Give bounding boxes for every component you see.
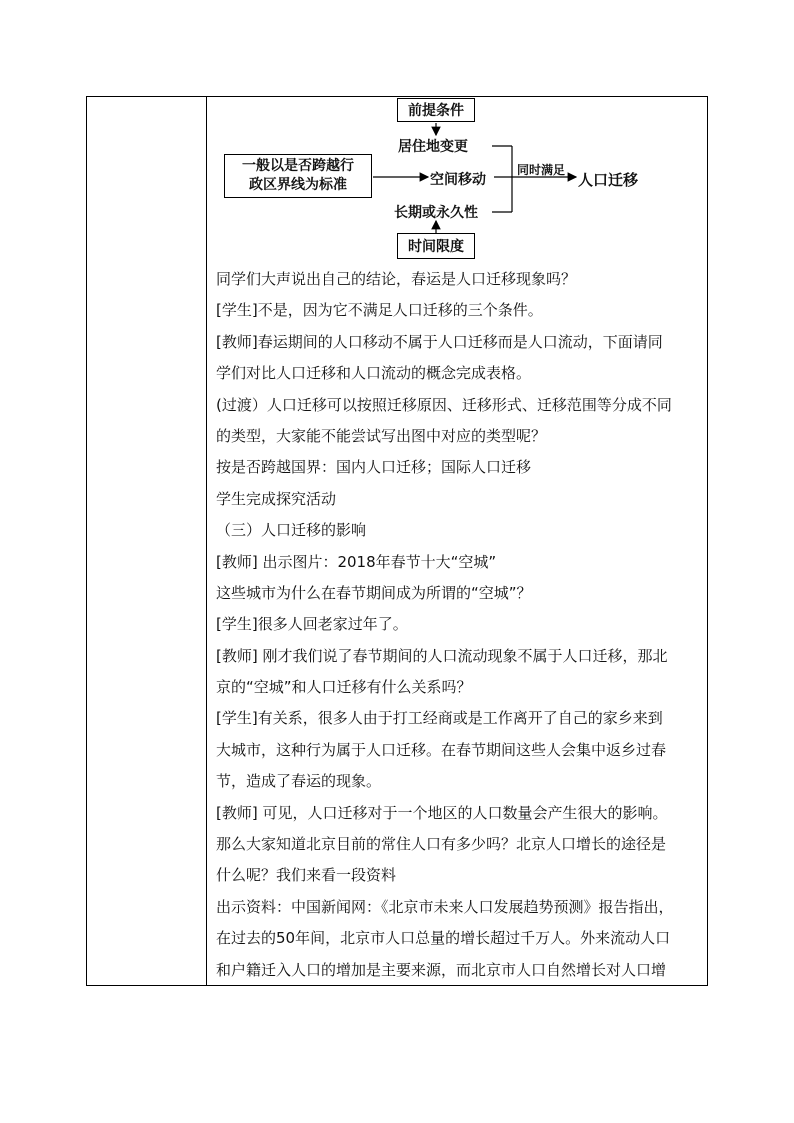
cross-box-line1: 一般以是否跨越行: [242, 158, 354, 174]
text-line: [教师] 可见，人口迁移对于一个地区的人口数量会产生很大的影响。: [216, 803, 668, 822]
text-line: 学们对比人口迁移和人口流动的概念完成表格。: [216, 364, 532, 383]
text-line: 出示资料：中国新闻网：《北京市未来人口发展趋势预测》报告指出，: [216, 897, 674, 916]
text-line: 京的“空城”和人口迁移有什么关系吗？: [216, 678, 472, 697]
text-line: 和户籍迁入人口的增加是主要来源，而北京市人口自然增长对人口增: [216, 960, 667, 979]
text-line: 按是否跨越国界：国内人口迁移；国际人口迁移: [216, 458, 532, 477]
text-line: 在过去的50年间，北京市人口总量的增长超过千万人。外来流动人口: [216, 929, 671, 948]
cross-boundary-box: [224, 154, 372, 198]
text-line: (过渡）人口迁移可以按照迁移原因、迁移形式、迁移范围等分成不同: [216, 395, 672, 414]
migration-label: 人口迁移: [578, 171, 639, 189]
text-line: 那么大家知道北京目前的常住人口有多少吗？北京人口增长的途径是: [216, 835, 667, 854]
text-line: 这些城市为什么在春节期间成为所谓的“空城”？: [216, 583, 532, 602]
premise-box: 前提条件: [397, 98, 475, 122]
text-line: 的类型，大家能不能尝试写出图中对应的类型呢？: [216, 426, 547, 445]
section-heading: （三）人口迁移的影响: [216, 521, 367, 540]
long-term-label: 长期或永久性: [394, 205, 478, 221]
space-move-label: 空间移动: [430, 172, 486, 188]
table-column-divider: [206, 96, 207, 986]
text-line: [学生]很多人回老家过年了。: [216, 615, 408, 634]
time-limit-box: 时间限度: [397, 233, 475, 259]
cross-box-line2: 政区界线为标准: [249, 177, 347, 193]
text-line: [教师] 刚才我们说了春节期间的人口流动现象不属于人口迁移，那北: [216, 646, 668, 665]
text-line: 同学们大声说出自己的结论，春运是人口迁移现象吗？: [216, 270, 577, 288]
text-line: [教师] 出示图片：2018年春节十大“空城”: [216, 552, 497, 571]
text-line: [教师]春运期间的人口移动不属于人口迁移而是人口流动，下面请同: [216, 332, 663, 351]
text-line: [学生]不是，因为它不满足人口迁移的三个条件。: [216, 301, 543, 320]
both-met-label: 同时满足: [517, 163, 566, 177]
text-line: 大城市，这种行为属于人口迁移。在春节期间这些人会集中返乡过春: [216, 740, 667, 759]
text-line: 什么呢？我们来看一段资料: [216, 866, 397, 885]
migration-concept-diagram: [208, 96, 706, 264]
text-line: [学生]有关系，很多人由于打工经商或是工作离开了自己的家乡来到: [216, 709, 663, 728]
lesson-text: [216, 264, 702, 986]
text-line: 学生完成探究活动: [216, 489, 337, 508]
residence-change-label: 居住地变更: [398, 139, 468, 155]
text-line: 节，造成了春运的现象。: [216, 772, 382, 791]
